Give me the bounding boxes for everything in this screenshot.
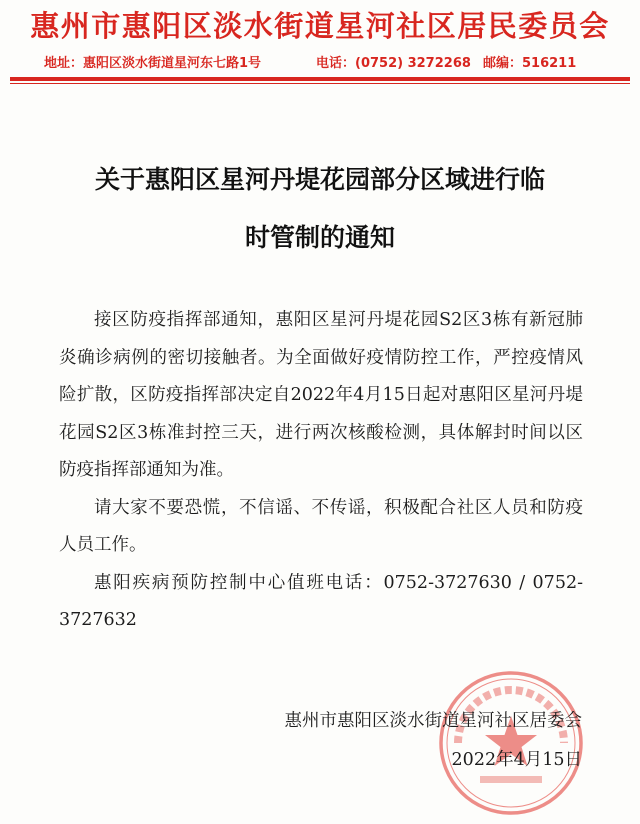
notice-paragraph-1: 接区防疫指挥部通知，惠阳区星河丹堤花园S2区3栋有新冠肺炎确诊病例的密切接触者。为全面做好疫情防控工作，严控疫情风险扩散，区防疫指挥部决定自2022年4月15日起对惠阳区星河丹堤花园S2区3栋准封控三天，进行两次核酸检测，具体解封时间以区防疫指挥部通知为准。 — [59, 310, 583, 480]
official-seal-icon — [436, 668, 586, 818]
header-rule-thin — [10, 83, 630, 84]
org-postcode: 邮编：516211 — [483, 56, 577, 71]
notice-body — [59, 302, 583, 640]
notice-title-line1: 关于惠阳区星河丹堤花园部分区域进行临 — [94, 165, 545, 194]
notice-title-line2: 时管制的通知 — [244, 223, 395, 252]
header-rule-thick — [10, 77, 630, 81]
issuer-name: 惠州市惠阳区淡水街道星河社区居委会 — [284, 711, 582, 731]
notice-paragraph-2: 请大家不要恐慌，不信谣、不传谣，积极配合社区人员和防疫人员工作。 — [59, 497, 583, 555]
org-address: 地址：惠阳区淡水街道星河东七路1号 — [44, 56, 262, 71]
org-name: 惠州市惠阳区淡水街道星河社区居民委员会 — [30, 9, 610, 43]
issue-date: 2022年4月15日 — [451, 750, 582, 770]
notice-paragraph-3: 惠阳疾病预防控制中心值班电话：0752-3727630 / 0752-3727632 — [59, 572, 583, 630]
org-phone: 电话：(0752) 3272268 — [316, 56, 471, 71]
